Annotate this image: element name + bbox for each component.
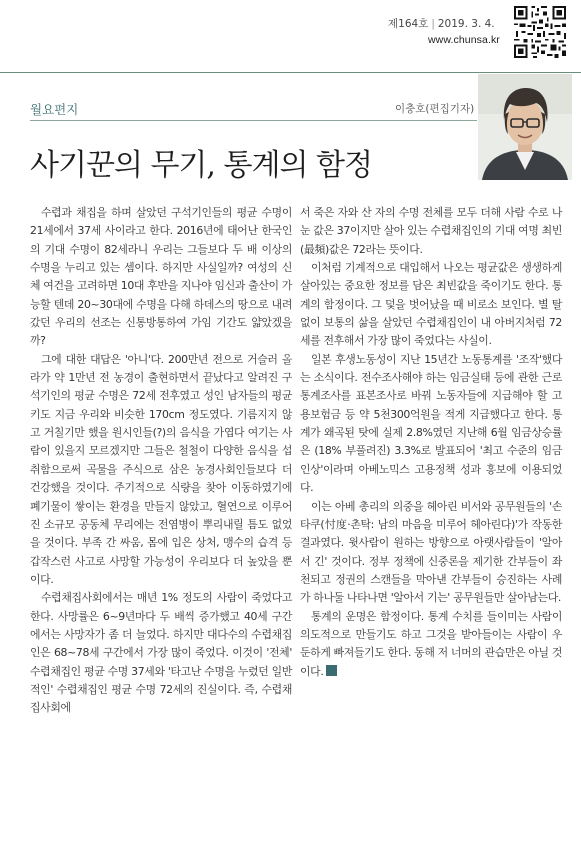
- column-label: 월요편지: [30, 102, 79, 117]
- body-column-left: [30, 204, 292, 718]
- author-photo: [478, 74, 572, 180]
- label-divider: [30, 120, 477, 121]
- paragraph-last: [300, 608, 562, 681]
- header-divider: [0, 72, 581, 73]
- separator: |: [431, 18, 435, 30]
- author-byline: 이충호(편집기자): [395, 103, 475, 115]
- end-mark-icon: [326, 665, 337, 676]
- site-url[interactable]: www.chunsa.kr: [428, 34, 500, 46]
- paragraph: 이처럼 기계적으로 대입해서 나오는 평균값은 생생하게 살아있는 중요한 정보를 담은 최빈값을 죽이기도 한다. 통계의 함정이다. 그 덫을 벗어났을 때 비로소 보인다. 별 탈 없이 보통의 삶을 살았던 수렵채집인이 내 아버지처럼 72세를 전후해서 가장 많이 죽었다는 사실이.: [300, 261, 562, 348]
- issue-info: [388, 16, 495, 31]
- headline: 사기꾼의 무기, 통계의 함정: [30, 148, 372, 183]
- qr-code-icon: [512, 4, 568, 60]
- paragraph: 수렵채집사회에서는 매년 1% 정도의 사람이 죽었다고 한다. 사망률은 6~9년마다 두 배씩 증가했고 40세 구간에서는 사망자가 좀 더 늘었다. 하지만 대다수의 수렵채집인은 68~78세 구간에서 가장 많이 죽었다. 이것이 '전체' 수렵채집인 평균 수명 37세와 '타고난 수명을 누렸던 일반적인' 수렵채집인 평균 수명 72세의 진실이다. 즉, 수렵채집사회에: [30, 591, 292, 715]
- body-column-right: [300, 204, 562, 681]
- paragraph-text: 통계의 운명은 함정이다. 통계 수치를 들이미는 사람이 의도적으로 만들기도 하고 그것을 받아들이는 사람이 우둔하게 빠져들기도 한다. 동해 저 너머의 관습만은 아닐 것이다.: [300, 609, 562, 678]
- paragraph: 그에 대한 대답은 '아니'다. 200만년 전으로 거슬러 올라가 약 1만년 전 농경이 출현하면서 끝났다고 알려진 구석기인의 평균 수명은 72세 전후였고 성인 남자들의 평균 키도 지금 우리와 비슷한 170cm 정도였다. 기름지지 않고 거칠기만 했을 원시인들(?)의 음식을 가엽다 여기는 사람이 있을지 모르겠지만 그들은 철철이 다양한 음식을 섭취함으로써 곡물을 주식으로 삼은 농경사회인들보다 더 건강했을 것이다. 주기적으로 식량을 찾아 이동하였기에 폐기물이 쌓이는 환경을 만들지 않았고, 혈연으로 이루어진 소규모 공동체 무리에는 전염병이 뿌리내릴 틈도 없었을 것이다. 부족 간 싸움, 몸에 입은 상처, 맹수의 습격 등 갑작스런 사고로 사망할 가능성이 우리보다 더 높았을 뿐이다.: [30, 352, 292, 586]
- paragraph: 수렵과 채집을 하며 살았던 구석기인들의 평균 수명이 21세에서 37세 사이라고 한다. 2016년에 태어난 한국인의 기대 수명이 82세라니 우리는 그들보다 두 배 이상의 수명을 누리고 있는 셈이다. 하지만 사실일까? 여성의 신체 여건을 고려하면 10대 후반을 지나야 임신과 출산이 가능할 텐데 20~30대에 수명을 다해 하데스의 땅으로 내려갔던 우리의 선조는 신통방통하여 가임 기간도 얇았겠을까?: [30, 206, 292, 348]
- paragraph: 서 죽은 자와 산 자의 수명 전체를 모두 더해 사람 수로 나눈 값은 37이지만 살아 있는 수렵채집인의 기대 여명 최빈(最頻)값은 72라는 뜻이다.: [300, 206, 562, 256]
- paragraph: 일본 후생노동성이 지난 15년간 노동통계를 '조작'했다는 소식이다. 전수조사해야 하는 임금실태 등에 관한 근로 통계조사를 표본조사로 바꿔 노동자들에 지급해야 할 고용보험금 등 약 5천300억원을 적게 지급했다고 한다. 통계가 왜곡된 탓에 실제 2.8%였던 지난해 6월 임금상승률은 (18% 부풀려진) 3.3%로 발표되어 '최고 수준의 임금 인상'이라며 아베노믹스 고용정책 성과 홍보에 이용되었다.: [300, 352, 562, 495]
- paragraph: 이는 아베 총리의 의중을 헤아린 비서와 공무원들의 '손타쿠(忖度·촌탁: 남의 마음을 미루어 헤아린다)'가 작동한 결과였다. 윗사람이 원하는 방향으로 아랫사람들이 '알아서 긴' 것이다. 정부 정책에 신중론을 제기한 간부들이 좌천되고 정권의 스캔들을 막아낸 간부들이 승진하는 사례가 하나둘 나타나면 '알아서 기는' 공무원들만 살아남는다.: [300, 499, 562, 605]
- issue-number: 제164호: [388, 18, 429, 30]
- issue-date: 2019. 3. 4.: [437, 18, 495, 30]
